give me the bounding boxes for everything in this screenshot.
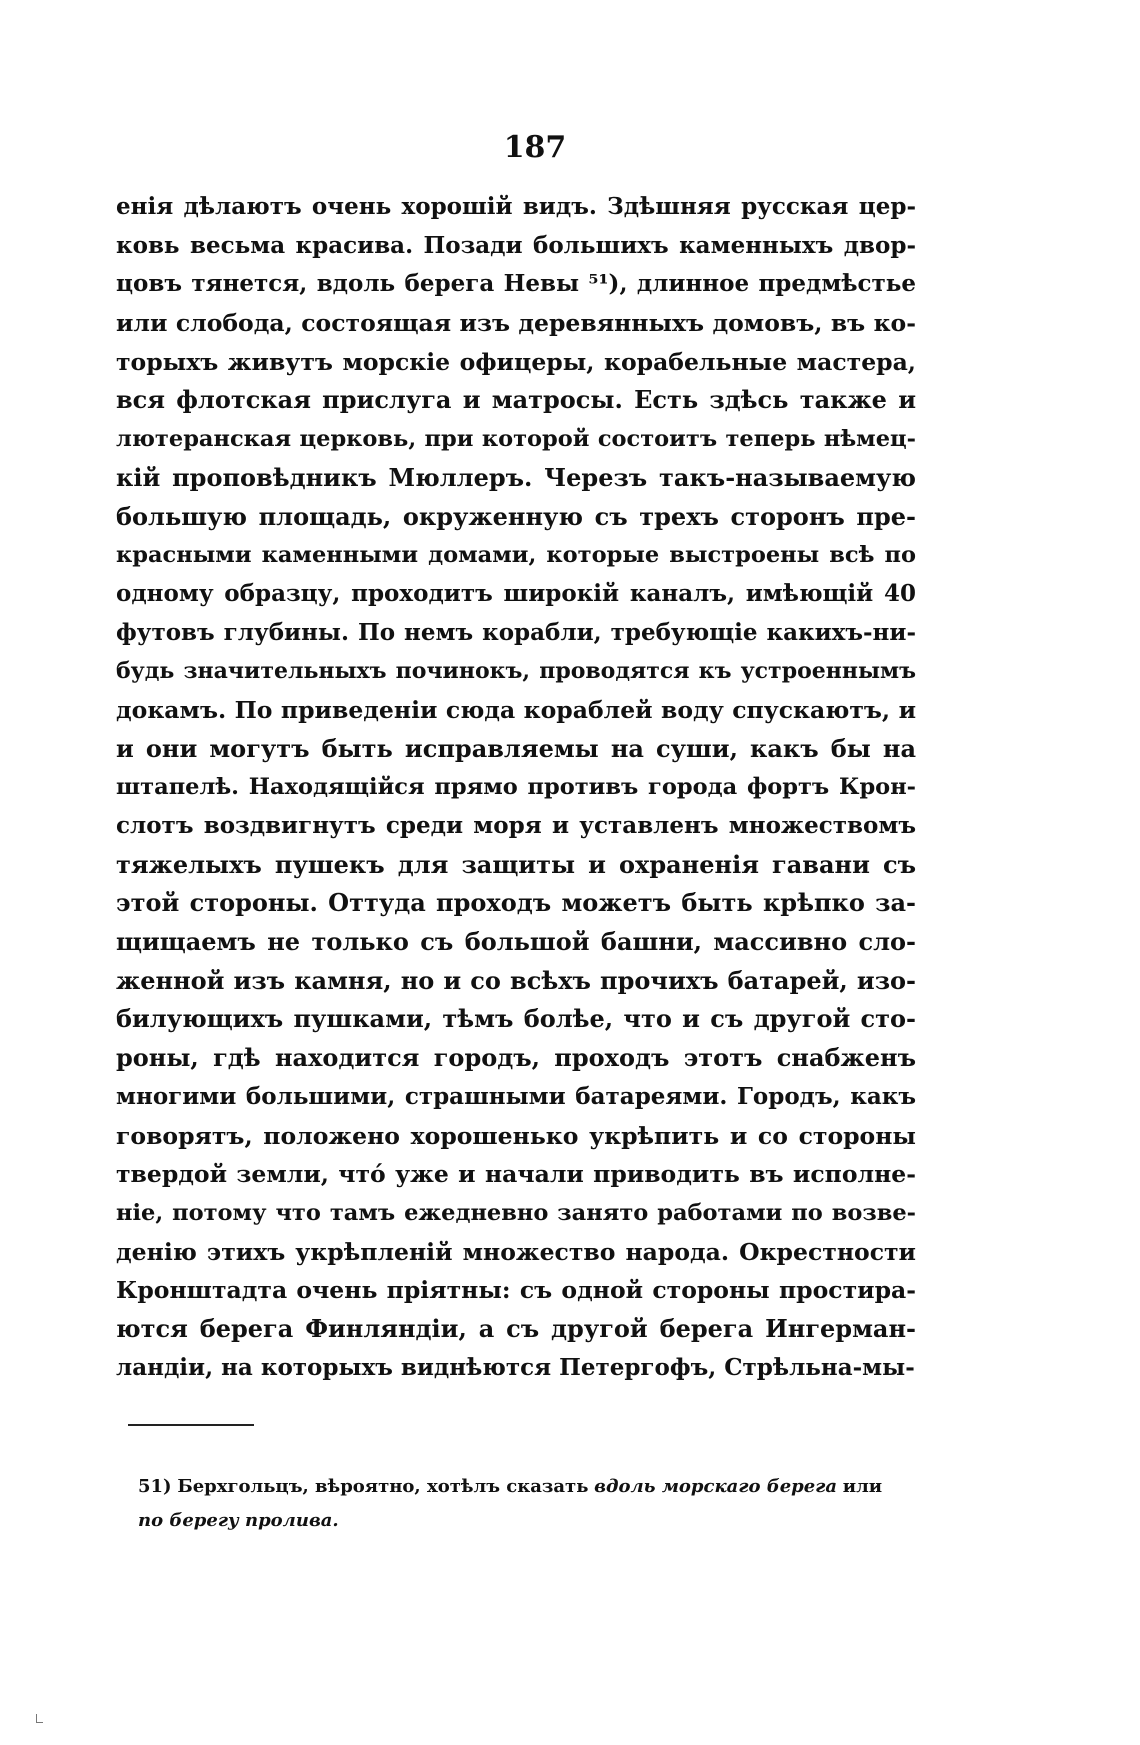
- main-text: [116, 188, 916, 1387]
- footnote-number: 51): [138, 1476, 172, 1497]
- text-line: этой стороны. Оттуда проходъ можетъ быть крѣпко за-: [116, 888, 916, 918]
- text-line: цовъ тянется, вдоль берега Невы ⁵¹), длинное предмѣстье: [116, 270, 916, 298]
- text-line: торыхъ живутъ морскіе офицеры, корабельные мастера,: [116, 347, 916, 376]
- text-line: ландіи, на которыхъ виднѣются Петергофъ, Стрѣльна-мы-: [116, 1353, 915, 1381]
- text-line: лютеранская церковь, при которой состоитъ теперь нѣмец-: [116, 426, 916, 453]
- text-line: говорятъ, положено хорошенько укрѣпить и со стороны: [116, 1121, 916, 1150]
- text-line: енія дѣлаютъ очень хорошій видъ. Здѣшняя русская цер-: [116, 193, 916, 220]
- text-line: женной изъ камня, но и со всѣхъ прочихъ батарей, изо-: [116, 965, 916, 995]
- text-line: вся флотская прислуга и матросы. Есть здѣсь также и: [116, 385, 916, 415]
- text-line: ніе, потому что тамъ ежедневно занято работами по возве-: [116, 1199, 916, 1226]
- text-line: ковь весьма красива. Позади большихъ каменныхъ двор-: [116, 231, 916, 259]
- page-number: 187: [503, 130, 567, 165]
- text-line: твердой земли, чтó уже и начали приводить въ исполне-: [116, 1160, 916, 1189]
- text-line: штапелѣ. Находящійся прямо противъ города фортъ Крон-: [116, 774, 916, 801]
- text-line: ются берега Финляндіи, а съ другой берега Ингерман-: [116, 1313, 916, 1343]
- text-line: футовъ глубины. По немъ корабли, требующіе какихъ-ни-: [116, 618, 916, 646]
- text-line: билующихъ пушками, тѣмъ болѣе, что и съ другой сто-: [116, 1004, 916, 1034]
- text-line: тяжелыхъ пушекъ для защиты и охраненія гавани съ: [116, 849, 916, 879]
- text-line: будь значительныхъ починокъ, проводятся къ устроеннымъ: [116, 658, 916, 685]
- text-line: одному образцу, проходитъ широкій каналъ, имѣющій 40: [116, 579, 916, 607]
- text-line: денію этихъ укрѣпленій множество народа. Окрестности: [116, 1237, 916, 1266]
- text-line: многими большими, страшными батареями. Городъ, какъ: [116, 1082, 916, 1110]
- text-line: большую площадь, окруженную съ трехъ сторонъ пре-: [116, 501, 916, 531]
- footnote-line-2: [138, 1504, 933, 1538]
- footnote: [138, 1470, 933, 1538]
- footnote-conjunction: или: [842, 1476, 883, 1497]
- text-line: или слобода, состоящая изъ деревянныхъ домовъ, въ ко-: [116, 309, 916, 338]
- text-line: роны, гдѣ находится городъ, проходъ этотъ снабженъ: [116, 1043, 916, 1073]
- footnote-separator: [128, 1424, 254, 1426]
- footnote-italic-phrase-2: по берегу пролива.: [138, 1510, 339, 1531]
- footnote-text: Берхгольцъ, вѣроятно, хотѣлъ сказать: [177, 1476, 589, 1497]
- text-line: Кронштадта очень пріятны: съ одной стороны простира-: [116, 1276, 916, 1305]
- footnote-italic-phrase-1: вдоль морскаго берега: [594, 1476, 837, 1497]
- corner-crop-mark: [36, 1714, 43, 1723]
- footnote-line-1: [138, 1470, 933, 1504]
- text-line: и они могутъ быть исправляемы на суши, какъ бы на: [116, 733, 916, 763]
- text-line: слотъ воздвигнутъ среди моря и уставленъ множествомъ: [116, 812, 916, 839]
- text-line: щищаемъ не только съ большой башни, массивно сло-: [116, 927, 916, 957]
- text-line: красными каменными домами, которые выстроены всѣ по: [116, 542, 916, 569]
- text-line: докамъ. По приведеніи сюда кораблей воду спускаютъ, и: [116, 695, 916, 724]
- text-line: кій проповѣдникъ Мюллеръ. Черезъ такъ-называемую: [116, 462, 916, 492]
